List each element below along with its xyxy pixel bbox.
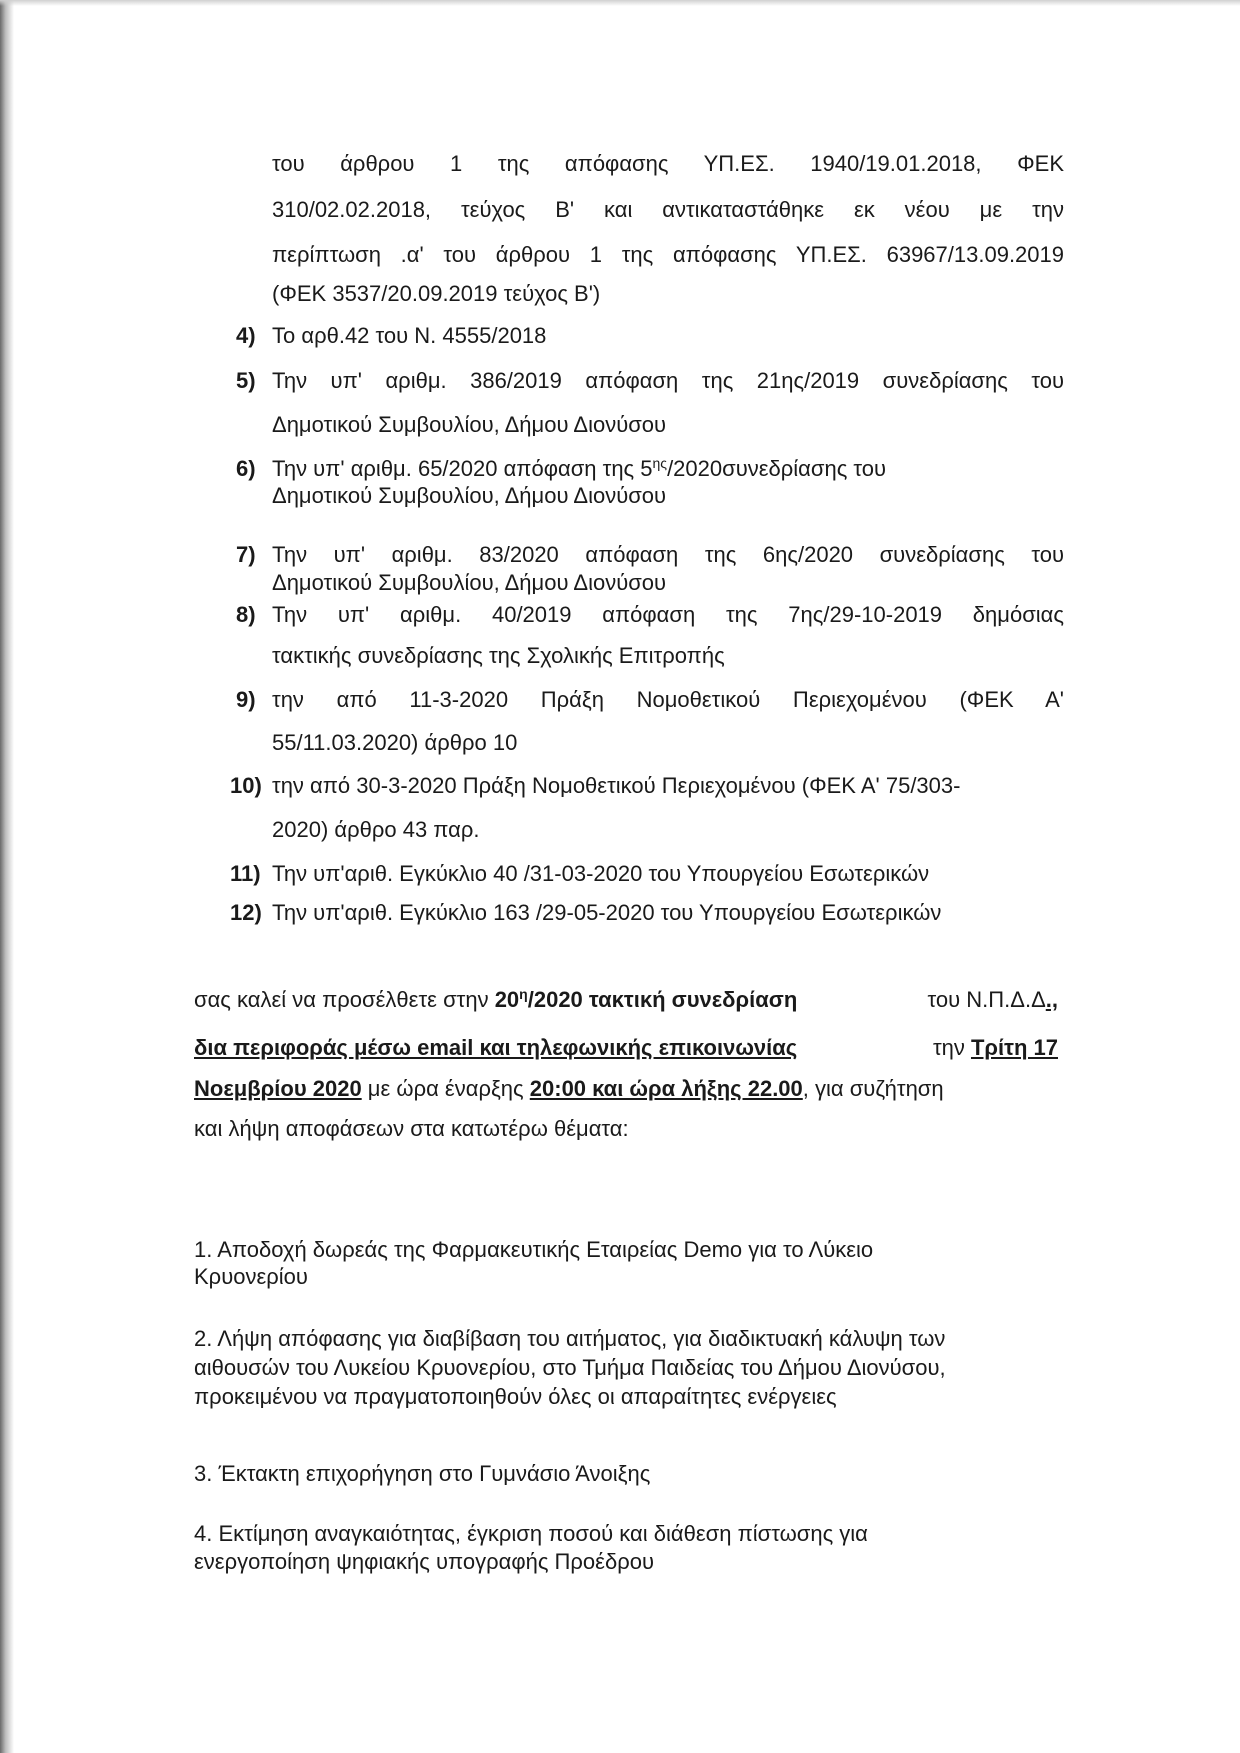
scan-edge-shadow-top xyxy=(0,0,1240,6)
item-10-line-1: την από 30-3-2020 Πράξη Νομοθετικού Περιεχομένου (ΦΕΚ Α' 75/303- xyxy=(272,773,961,798)
item-6-line-1 xyxy=(272,455,1064,484)
item-5-line-2: Δημοτικού Συμβουλίου, Δήμου Διονύσου xyxy=(272,412,667,437)
item-10-number: 10) xyxy=(230,773,262,798)
item-12-number: 12) xyxy=(230,900,262,925)
item-5-number: 5) xyxy=(236,368,256,393)
item-9-number: 9) xyxy=(236,687,256,712)
continuation-line-1: του άρθρου 1 της απόφασης ΥΠ.ΕΣ. 1940/19.01.2018, ΦΕΚ xyxy=(272,151,1064,176)
continuation-line-3: περίπτωση .α' του άρθρου 1 της απόφασης ΥΠ.ΕΣ. 63967/13.09.2019 xyxy=(272,242,1064,267)
invitation-date-start: την Τρίτη 17 xyxy=(932,1035,1058,1060)
continuation-line-4: (ΦΕΚ 3537/20.09.2019 τεύχος Β') xyxy=(272,281,601,306)
topic-2-line-1: 2. Λήψη απόφασης για διαβίβαση του αιτήματος, για διαδικτυακή κάλυψη των xyxy=(194,1326,946,1351)
invitation-line-2 xyxy=(194,1034,1058,1063)
item-8-line-1: Την υπ' αριθμ. 40/2019 απόφαση της 7ης/29-10-2019 δημόσιας xyxy=(272,602,1064,627)
topic-1-line-1: 1. Αποδοχή δωρεάς της Φαρμακευτικής Εταιρείας Demo για το Λύκειο xyxy=(194,1237,874,1262)
item-12-text: Την υπ'αριθ. Εγκύκλιο 163 /29-05-2020 του Υπουργείου Εσωτερικών xyxy=(272,900,942,925)
invitation-line-3 xyxy=(194,1075,1058,1104)
topic-3-line-1: 3. Έκτακτη επιχορήγηση στο Γυμνάσιο Άνοιξης xyxy=(194,1461,651,1486)
invitation-line-1 xyxy=(194,986,1058,1015)
item-6-line-2: Δημοτικού Συμβουλίου, Δήμου Διονύσου xyxy=(272,483,667,508)
invitation-line-1-end: του Ν.Π.Δ.Δ., xyxy=(927,987,1058,1012)
invitation-line-1-text: σας καλεί να προσέλθετε στην $20^\eta/2020$ τακτική συνεδρίαση xyxy=(194,986,798,1012)
item-9-line-2: 55/11.03.2020) άρθρο 10 xyxy=(272,730,518,755)
topic-4-line-2: ενεργοποίηση ψηφιακής υπογραφής Προέδρου xyxy=(194,1549,655,1574)
item-8-line-2: τακτικής συνεδρίασης της Σχολικής Επιτροπής xyxy=(272,643,725,668)
item-9-line-1: την από 11-3-2020 Πράξη Νομοθετικού Περιεχομένου (ΦΕΚ Α' xyxy=(272,687,1064,712)
item-10-line-2: 2020) άρθρο 43 παρ. xyxy=(272,817,480,842)
item-4-number: 4) xyxy=(236,323,256,348)
item-7-line-2: Δημοτικού Συμβουλίου, Δήμου Διονύσου xyxy=(272,570,667,595)
item-4-text: Το αρθ.42 του Ν. 4555/2018 xyxy=(272,323,547,348)
invitation-line-4: και λήψη αποφάσεων στα κατωτέρω θέματα: xyxy=(194,1116,629,1141)
item-7-number: 7) xyxy=(236,542,256,567)
continuation-line-2: 310/02.02.2018, τεύχος Β' και αντικαταστάθηκε εκ νέου με την xyxy=(272,197,1064,222)
scan-edge-shadow xyxy=(0,0,14,1753)
topic-4-line-1: 4. Εκτίμηση αναγκαιότητας, έγκριση ποσού και διάθεση πίστωσης για xyxy=(194,1521,868,1546)
item-6-number: 6) xyxy=(236,456,256,481)
topic-2-line-3: προκειμένου να πραγματοποιηθούν όλες οι απαραίτητες ενέργειες xyxy=(194,1384,837,1409)
item-5-line-1: Την υπ' αριθμ. 386/2019 απόφαση της 21ης/2019 συνεδρίασης του xyxy=(272,368,1064,393)
item-11-text: Την υπ'αριθ. Εγκύκλιο 40 /31-03-2020 του Υπουργείου Εσωτερικών xyxy=(272,861,930,886)
item-8-number: 8) xyxy=(236,602,256,627)
item-7-line-1: Την υπ' αριθμ. 83/2020 απόφαση της 6ης/2020 συνεδρίασης του xyxy=(272,542,1064,567)
invitation-delivery-method: δια περιφοράς μέσω email και τηλεφωνικής επικοινωνίας xyxy=(194,1035,798,1060)
item-11-number: 11) xyxy=(230,861,261,886)
topic-2-line-2: αιθουσών του Λυκείου Κρυονερίου, στο Τμήμα Παιδείας του Δήμου Διονύσου, xyxy=(194,1355,946,1380)
item-6-line-1-a: Την υπ' αριθμ. 65/2020 απόφαση της $5^{\eta\varsigma}/2020\sigma\upsilon\nu\varepsilon\delta\rho ί\alpha\sigma\eta\varsigma$ του xyxy=(272,455,887,481)
topic-1-line-2: Κρυονερίου xyxy=(194,1264,308,1289)
invitation-line-3-text: Νοεμβρίου 2020 με ώρα έναρξης 20:00 και ώρα λήξης 22.00, για συζήτηση xyxy=(194,1076,944,1101)
